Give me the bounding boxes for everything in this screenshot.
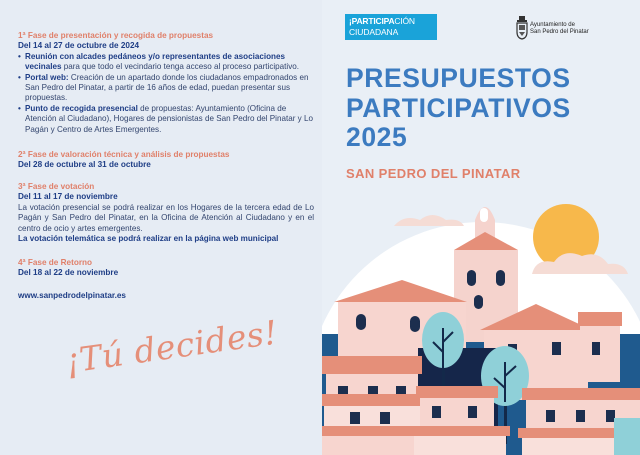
logo-line-1 xyxy=(349,16,433,27)
phase-1-bullet-1-text: para que todo el vecindario tenga acceso al proceso participativo. xyxy=(61,62,300,72)
title-line-2: PARTICIPATIVOS xyxy=(346,92,571,123)
phase-3-bold-text: La votación telemática se podrá realizar en la página web municipal xyxy=(18,234,279,244)
phase-4-date: Del 18 al 22 de noviembre xyxy=(18,268,119,278)
phase-1-bullet-2-bold: Portal web: xyxy=(25,72,69,82)
title-line-1: PRESUPUESTOS xyxy=(346,63,571,93)
phase-3 xyxy=(18,182,314,244)
town-illustration xyxy=(322,192,640,455)
phase-1-bullet-3 xyxy=(18,104,314,135)
logo-line-2: CIUDADANA xyxy=(349,27,399,37)
phase-1-bullet-3-text: de propuestas: Ayuntamiento (Oficina de Atención al Ciudadano), Hogares de pensionistas de San Pedro del Pinatar y Lo Pagán y Centro de Artes Emergentes. xyxy=(25,103,313,134)
logo-exclam: ¡ xyxy=(349,16,352,26)
phase-4 xyxy=(18,258,314,279)
phase-2 xyxy=(18,150,314,171)
phase-1-date: Del 14 al 27 de octubre de 2024 xyxy=(18,41,140,51)
ayuntamiento-text xyxy=(530,22,589,36)
cloud-left-icon xyxy=(394,215,464,226)
house-front-right xyxy=(518,388,640,455)
phase-1-bullet-1-bold: Reunión con alcades pedáneos y/o representantes de asociaciones vecinales xyxy=(25,51,285,72)
phase-3-date: Del 11 al 17 de noviembre xyxy=(18,192,118,202)
website-link[interactable]: www.sanpedrodelpinatar.es xyxy=(18,291,126,300)
phase-1 xyxy=(18,31,314,135)
phase-2-date: Del 28 de octubre al 31 de octubre xyxy=(18,160,151,170)
slogan: ¡Tú decides! xyxy=(63,312,281,381)
house-front-left xyxy=(322,356,426,455)
phase-2-title: 2ª Fase de valoración técnica y análisis de propuestas xyxy=(18,150,230,159)
phase-1-title: 1ª Fase de presentación y recogida de propuestas xyxy=(18,31,214,40)
ayuntamiento-line-2: San Pedro del Pinatar xyxy=(530,29,589,35)
phase-1-bullet-1 xyxy=(18,52,314,73)
phase-1-bullet-3-bold: Punto de recogida presencial xyxy=(25,103,138,113)
phase-3-title: 3ª Fase de votación xyxy=(18,182,95,191)
main-title xyxy=(346,64,626,153)
phase-1-bullet-2-text: Creación de un apartado donde los ciudadanos empadronados en San Pedro del Pinatar, a partir de 16 años de edad, puedan presentar sus propuestas. xyxy=(25,72,309,103)
title-line-3: 2025 xyxy=(346,122,408,152)
phase-1-bullet-2 xyxy=(18,73,314,104)
ayuntamiento-logo xyxy=(516,15,626,41)
logo-participa: PARTICIPA xyxy=(351,16,395,26)
logo-cion: CIÓN xyxy=(394,16,415,26)
ayuntamiento-line-1: Ayuntamiento de xyxy=(530,22,575,28)
participacion-logo xyxy=(345,14,437,40)
subtitle: SAN PEDRO DEL PINATAR xyxy=(346,166,521,181)
phase-3-text: La votación presencial se podrá realizar en los Hogares de la tercera edad de Lo Pagán y San Pedro del Pinatar, en la Oficina de Atención al Ciudadano y en el centro de ocio y artes emergentes. xyxy=(18,202,314,233)
phase-4-title: 4ª Fase de Retorno xyxy=(18,258,93,267)
coat-of-arms-icon xyxy=(516,16,528,40)
